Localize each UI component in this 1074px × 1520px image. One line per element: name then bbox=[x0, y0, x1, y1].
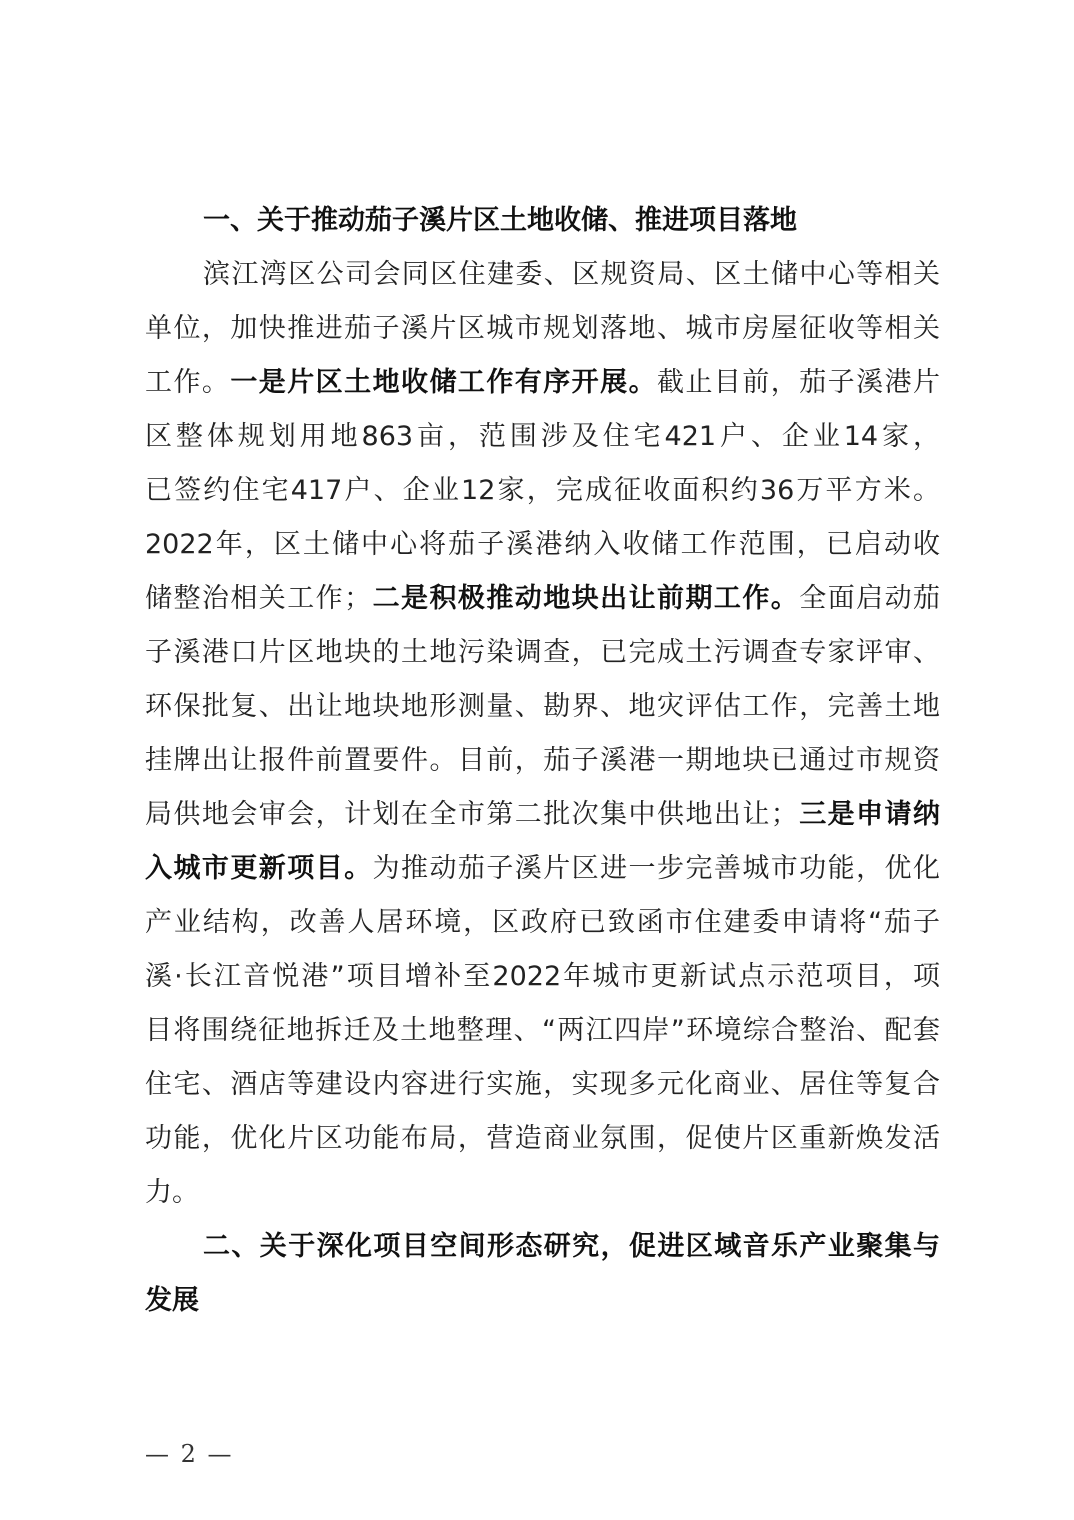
text: 力。 bbox=[145, 1177, 199, 1208]
paragraph-line bbox=[145, 252, 940, 306]
section-heading-line bbox=[145, 1224, 940, 1278]
paragraph-line bbox=[145, 306, 940, 360]
text: 滨江湾区公司会同区住建委、区规资局、区土储中心等相关 bbox=[203, 259, 940, 290]
paragraph-line bbox=[145, 1116, 940, 1170]
text: 截止目前，茄子溪港片 bbox=[657, 367, 941, 398]
text: 产业结构，改善人居环境，区政府已致函市住建委申请将“茄子 bbox=[145, 907, 940, 938]
bold-text: 三是申请纳 bbox=[797, 799, 941, 830]
text: 工作。 bbox=[145, 367, 231, 398]
bold-text: 发展 bbox=[145, 1285, 199, 1316]
paragraph-line bbox=[145, 360, 940, 414]
paragraph-line bbox=[145, 576, 940, 630]
paragraph-line bbox=[145, 900, 940, 954]
text: 区整体规划用地863亩，范围涉及住宅421户、企业14家， bbox=[145, 421, 940, 452]
bold-text: 一、关于推动茄子溪片区土地收储、推进项目落地 bbox=[203, 205, 797, 236]
document-body bbox=[145, 198, 940, 1332]
paragraph-line bbox=[145, 792, 940, 846]
text: 子溪港口片区地块的土地污染调查，已完成土污调查专家评审、 bbox=[145, 637, 940, 668]
paragraph-line bbox=[145, 1062, 940, 1116]
paragraph-line bbox=[145, 468, 940, 522]
paragraph-line bbox=[145, 846, 940, 900]
text: 挂牌出让报件前置要件。目前，茄子溪港一期地块已通过市规资 bbox=[145, 745, 940, 776]
section-heading-line bbox=[145, 198, 940, 252]
paragraph-line bbox=[145, 684, 940, 738]
bold-text: 入城市更新项目。 bbox=[145, 853, 373, 884]
text: 2022年，区土储中心将茄子溪港纳入收储工作范围，已启动收 bbox=[145, 529, 940, 560]
text: 功能，优化片区功能布局，营造商业氛围，促使片区重新焕发活 bbox=[145, 1123, 940, 1154]
paragraph-line bbox=[145, 522, 940, 576]
text: 局供地会审会，计划在全市第二批次集中供地出让； bbox=[145, 799, 798, 830]
text: 已签约住宅417户、企业12家，完成征收面积约36万平方米。 bbox=[145, 475, 940, 506]
page-number: — 2 — bbox=[145, 1440, 234, 1468]
bold-text: 二、关于深化项目空间形态研究，促进区域音乐产业聚集与 bbox=[203, 1231, 940, 1262]
text: 目将围绕征地拆迁及土地整理、“两江四岸”环境综合整治、配套 bbox=[145, 1015, 940, 1046]
paragraph-line bbox=[145, 738, 940, 792]
text: 住宅、酒店等建设内容进行实施，实现多元化商业、居住等复合 bbox=[145, 1069, 940, 1100]
text: 环保批复、出让地块地形测量、勘界、地灾评估工作，完善土地 bbox=[145, 691, 940, 722]
bold-text: 一是片区土地收储工作有序开展。 bbox=[230, 367, 658, 398]
paragraph-line bbox=[145, 1008, 940, 1062]
text: 储整治相关工作； bbox=[145, 583, 372, 614]
text: 溪·长江音悦港”项目增补至2022年城市更新试点示范项目，项 bbox=[145, 961, 940, 992]
text: 为推动茄子溪片区进一步完善城市功能，优化 bbox=[372, 853, 941, 884]
bold-text: 二是积极推动地块出让前期工作。 bbox=[371, 583, 800, 614]
paragraph-line bbox=[145, 954, 940, 1008]
paragraph-line bbox=[145, 630, 940, 684]
text: 单位，加快推进茄子溪片区城市规划落地、城市房屋征收等相关 bbox=[145, 313, 940, 344]
paragraph-line bbox=[145, 414, 940, 468]
section-heading-line bbox=[145, 1278, 940, 1332]
paragraph-line bbox=[145, 1170, 940, 1224]
text: 全面启动茄 bbox=[799, 583, 941, 614]
